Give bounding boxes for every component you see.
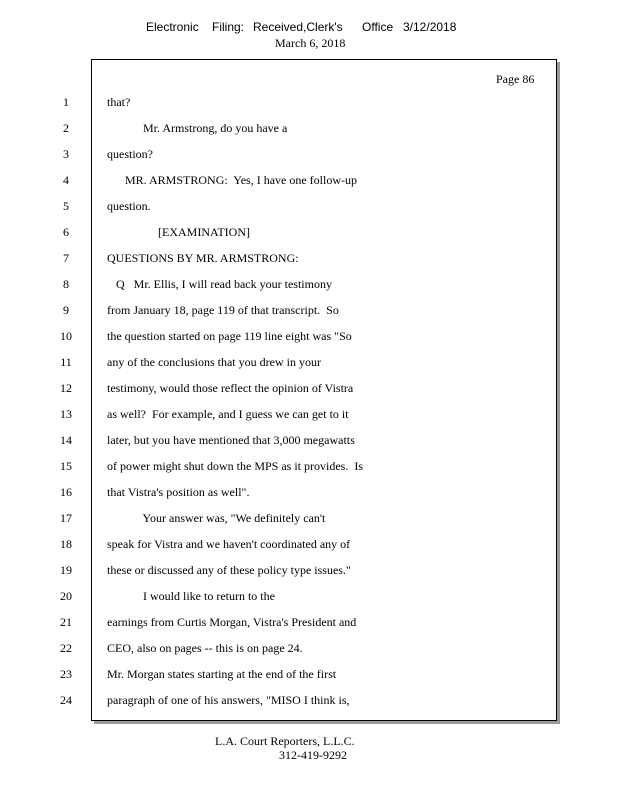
- transcript-line: [0, 511, 618, 537]
- line-text: MR. ARMSTRONG: Yes, I have one follow-up: [107, 173, 358, 187]
- transcript-line: [0, 667, 618, 693]
- line-number: 5: [63, 199, 69, 213]
- transcript-line: [0, 277, 618, 303]
- line-text: Mr. Morgan states starting at the end of the first: [107, 667, 337, 681]
- transcript-line: [0, 303, 618, 329]
- line-number: 24: [60, 693, 72, 707]
- line-number: 7: [63, 251, 69, 265]
- transcript-line: [0, 433, 618, 459]
- line-number: 12: [60, 381, 72, 395]
- line-text: Your answer was, "We definitely can't: [107, 511, 326, 525]
- stamp-word: Filing:: [212, 20, 245, 34]
- page-number: Page 86: [496, 72, 535, 86]
- line-text: question?: [107, 147, 153, 161]
- transcript-line: [0, 407, 618, 433]
- line-number: 10: [60, 329, 72, 343]
- line-number: 14: [60, 433, 72, 447]
- line-text: these or discussed any of these policy type issues.": [107, 563, 351, 577]
- line-number: 23: [60, 667, 72, 681]
- transcript-line: [0, 693, 618, 719]
- line-text: as well? For example, and I guess we can get to it: [107, 407, 349, 421]
- stamp-word: Received,Clerk's: [253, 20, 343, 34]
- transcript-line: [0, 251, 618, 277]
- line-text: speak for Vistra and we haven't coordinated any of: [107, 537, 351, 551]
- line-text: Q Mr. Ellis, I will read back your testimony: [107, 277, 332, 291]
- line-text: [EXAMINATION]: [107, 225, 250, 239]
- transcript-line: [0, 589, 618, 615]
- transcript-line: [0, 641, 618, 667]
- line-number: 16: [60, 485, 72, 499]
- transcript-line: [0, 225, 618, 251]
- reporter-company: L.A. Court Reporters, L.L.C.: [215, 734, 355, 748]
- line-number: 8: [63, 277, 69, 291]
- line-number: 3: [63, 147, 69, 161]
- transcript-line: [0, 95, 618, 121]
- transcript-line: [0, 459, 618, 485]
- line-number: 18: [60, 537, 72, 551]
- stamp-word: 3/12/2018: [403, 20, 457, 34]
- hearing-date: March 6, 2018: [275, 36, 346, 50]
- line-text: from January 18, page 119 of that transcript. So: [107, 303, 339, 317]
- transcript-line: [0, 329, 618, 355]
- transcript-line: [0, 355, 618, 381]
- line-number: 6: [63, 225, 69, 239]
- line-text: that Vistra's position as well".: [107, 485, 250, 499]
- line-text: I would like to return to the: [107, 589, 275, 603]
- line-text: the question started on page 119 line eight was "So: [107, 329, 352, 343]
- line-number: 1: [63, 95, 69, 109]
- line-text: later, but you have mentioned that 3,000 megawatts: [107, 433, 355, 447]
- line-number: 9: [63, 303, 69, 317]
- line-text: that?: [107, 95, 131, 109]
- line-number: 11: [60, 355, 72, 369]
- line-number: 15: [60, 459, 72, 473]
- line-text: Mr. Armstrong, do you have a: [107, 121, 288, 135]
- line-text: paragraph of one of his answers, "MISO I think is,: [107, 693, 350, 707]
- line-number: 22: [60, 641, 72, 655]
- line-number: 19: [60, 563, 72, 577]
- transcript-line: [0, 381, 618, 407]
- line-text: question.: [107, 199, 151, 213]
- line-text: testimony, would those reflect the opinion of Vistra: [107, 381, 354, 395]
- line-number: 20: [60, 589, 72, 603]
- transcript-line: [0, 121, 618, 147]
- line-number: 2: [63, 121, 69, 135]
- stamp-word: Electronic: [146, 20, 199, 34]
- line-number: 13: [60, 407, 72, 421]
- line-text: any of the conclusions that you drew in your: [107, 355, 321, 369]
- transcript-line: [0, 537, 618, 563]
- reporter-phone: 312-419-9292: [279, 748, 347, 762]
- line-number: 4: [63, 173, 69, 187]
- transcript-line: [0, 147, 618, 173]
- transcript-line: [0, 173, 618, 199]
- line-text: of power might shut down the MPS as it provides. Is: [107, 459, 363, 473]
- line-number: 21: [60, 615, 72, 629]
- transcript-line: [0, 199, 618, 225]
- transcript-line: [0, 563, 618, 589]
- transcript-line: [0, 615, 618, 641]
- transcript-line: [0, 485, 618, 511]
- stamp-word: Office: [362, 20, 394, 34]
- line-text: QUESTIONS BY MR. ARMSTRONG:: [107, 251, 299, 265]
- line-text: CEO, also on pages -- this is on page 24.: [107, 641, 303, 655]
- line-number: 17: [60, 511, 72, 525]
- line-text: earnings from Curtis Morgan, Vistra's President and: [107, 615, 357, 629]
